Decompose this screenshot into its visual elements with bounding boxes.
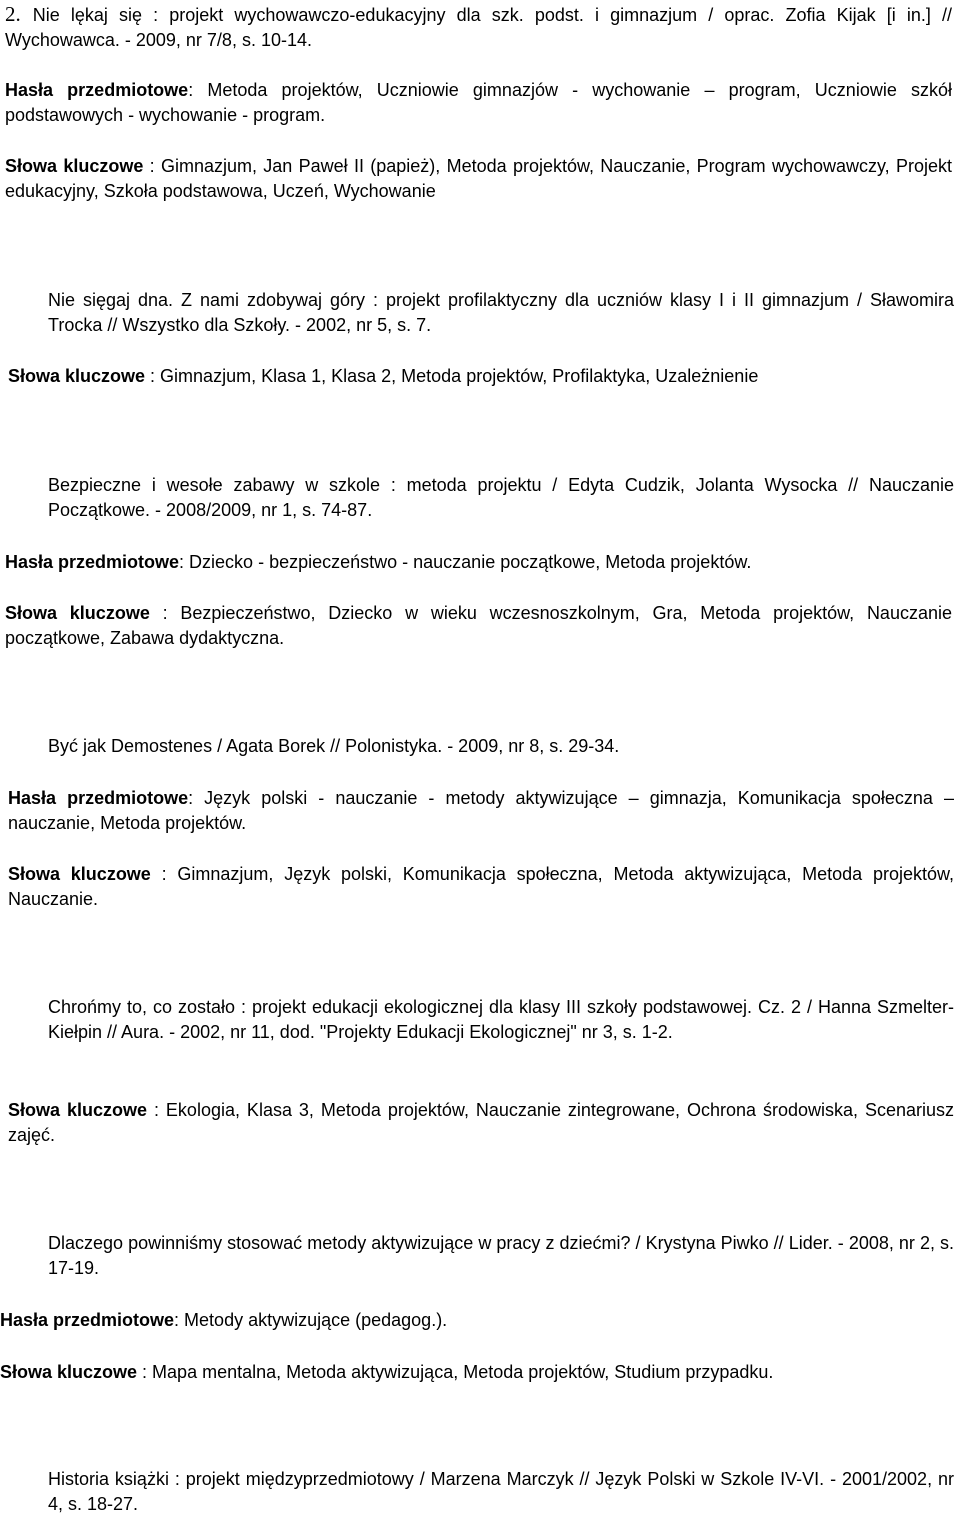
entry-4-subjects <box>0 550 960 575</box>
entry-2-subjects <box>0 78 960 128</box>
entry-2-keywords-text: : Gimnazjum, Jan Paweł II (papież), Metoda projektów, Nauczanie, Program wychowawczy, Projekt edukacyjny, Szkoła podstawowa, Uczeń, Wychowanie <box>5 156 953 201</box>
entry-2-citation <box>0 2 960 53</box>
entry-7-citation <box>0 1230 960 1281</box>
entry-5-keywords-text: : Gimnazjum, Język polski, Komunikacja społeczna, Metoda aktywizująca, Metoda projektów, Nauczanie. <box>8 864 954 909</box>
entry-2-subjects-label: Hasła przedmiotowe <box>5 80 189 100</box>
entry-4-subjects-label: Hasła przedmiotowe <box>5 552 180 572</box>
entry-4-subjects-text: : Dziecko - bezpieczeństwo - nauczanie początkowe, Metoda projektów. <box>179 552 752 572</box>
entry-5-citation <box>0 733 960 759</box>
entry-5-citation-text: Być jak Demostenes / Agata Borek // Polonistyka. - 2009, nr 8, s. 29-34. <box>48 736 620 756</box>
entry-3-number <box>8 287 48 312</box>
entry-6-number <box>8 994 48 1019</box>
entry-3-keywords-text: : Gimnazjum, Klasa 1, Klasa 2, Metoda projektów, Profilaktyka, Uzależnienie <box>145 366 759 386</box>
entry-5-keywords <box>0 862 960 912</box>
entry-3-citation-text: Nie sięgaj dna. Z nami zdobywaj góry : projekt profilaktyczny dla uczniów klasy I i II gimnazjum / Sławomira Trocka // Wszystko dla Szkoły. - 2002, nr 5, s. 7. <box>48 290 954 335</box>
entry-2-keywords-label: Słowa kluczowe <box>5 156 144 176</box>
entry-3-citation <box>0 287 960 338</box>
entry-6-citation <box>0 994 960 1045</box>
entry-4-keywords-text: : Bezpieczeństwo, Dziecko w wieku wczesnoszkolnym, Gra, Metoda projektów, Nauczanie początkowe, Zabawa dydaktyczna. <box>5 603 952 648</box>
entry-6-keywords <box>0 1098 960 1148</box>
entry-3-keywords-label: Słowa kluczowe <box>8 366 146 386</box>
entry-7-keywords <box>0 1360 960 1385</box>
entry-7-citation-text: Dlaczego powinniśmy stosować metody aktywizujące w pracy z dziećmi? / Krystyna Piwko // Lider. - 2008, nr 2, s. 17-19. <box>48 1233 954 1278</box>
entry-6-keywords-label: Słowa kluczowe <box>8 1100 147 1120</box>
entry-2-citation-text: Nie lękaj się : projekt wychowawczo-edukacyjny dla szk. podst. i gimnazjum / oprac. Zofia Kijak [i in.] // Wychowawca. - 2009, nr 7/8, s. 10-14. <box>5 5 952 50</box>
entry-8-citation-text: Historia książki : projekt międzyprzedmiotowy / Marzena Marczyk // Język Polski w Szkole IV-VI. - 2001/2002, nr 4, s. 18-27. <box>48 1469 954 1514</box>
entry-5-keywords-label: Słowa kluczowe <box>8 864 151 884</box>
entry-8-number <box>8 1466 48 1491</box>
entry-6-citation-text: Chrońmy to, co zostało : projekt edukacji ekologicznej dla klasy III szkoły podstawowej. Cz. 2 / Hanna Szmelter-Kiełpin // Aura. - 2002, nr 11, dod. "Projekty Edukacji Ekologicznej" nr 3, s. 1-2. <box>48 997 954 1042</box>
entry-2-number: 2. <box>5 2 21 26</box>
entry-4-keywords <box>0 601 960 651</box>
entry-4-citation-text: Bezpieczne i wesołe zabawy w szkole : metoda projektu / Edyta Cudzik, Jolanta Wysocka // Nauczanie Początkowe. - 2008/2009, nr 1, s. 74-87. <box>48 475 954 520</box>
entry-7-number <box>8 1230 48 1255</box>
entry-4-citation <box>0 472 960 523</box>
entry-7-subjects-text: : Metody aktywizujące (pedagog.). <box>174 1310 448 1330</box>
entry-5-subjects <box>0 786 960 836</box>
entry-5-subjects-text: : Język polski - nauczanie - metody aktywizujące – gimnazja, Komunikacja społeczna – nauczanie, Metoda projektów. <box>8 788 954 833</box>
entry-5-subjects-label: Hasła przedmiotowe <box>8 788 189 808</box>
entry-7-subjects <box>0 1308 960 1333</box>
entry-7-keywords-label: Słowa kluczowe <box>0 1362 138 1382</box>
entry-2-subjects-text: : Metoda projektów, Uczniowie gimnazjów - wychowanie – program, Uczniowie szkół podstawowych - wychowanie - program. <box>5 80 952 125</box>
entry-3-keywords <box>0 364 960 389</box>
entry-2-keywords <box>0 154 960 204</box>
entry-8-citation <box>0 1466 960 1517</box>
entry-7-keywords-text: : Mapa mentalna, Metoda aktywizująca, Metoda projektów, Studium przypadku. <box>137 1362 774 1382</box>
entry-5-number <box>8 733 48 758</box>
entry-6-keywords-text: : Ekologia, Klasa 3, Metoda projektów, Nauczanie zintegrowane, Ochrona środowiska, Scenariusz zajęć. <box>8 1100 954 1145</box>
entry-4-number <box>8 472 48 497</box>
entry-4-keywords-label: Słowa kluczowe <box>5 603 150 623</box>
entry-7-subjects-label: Hasła przedmiotowe <box>0 1310 175 1330</box>
